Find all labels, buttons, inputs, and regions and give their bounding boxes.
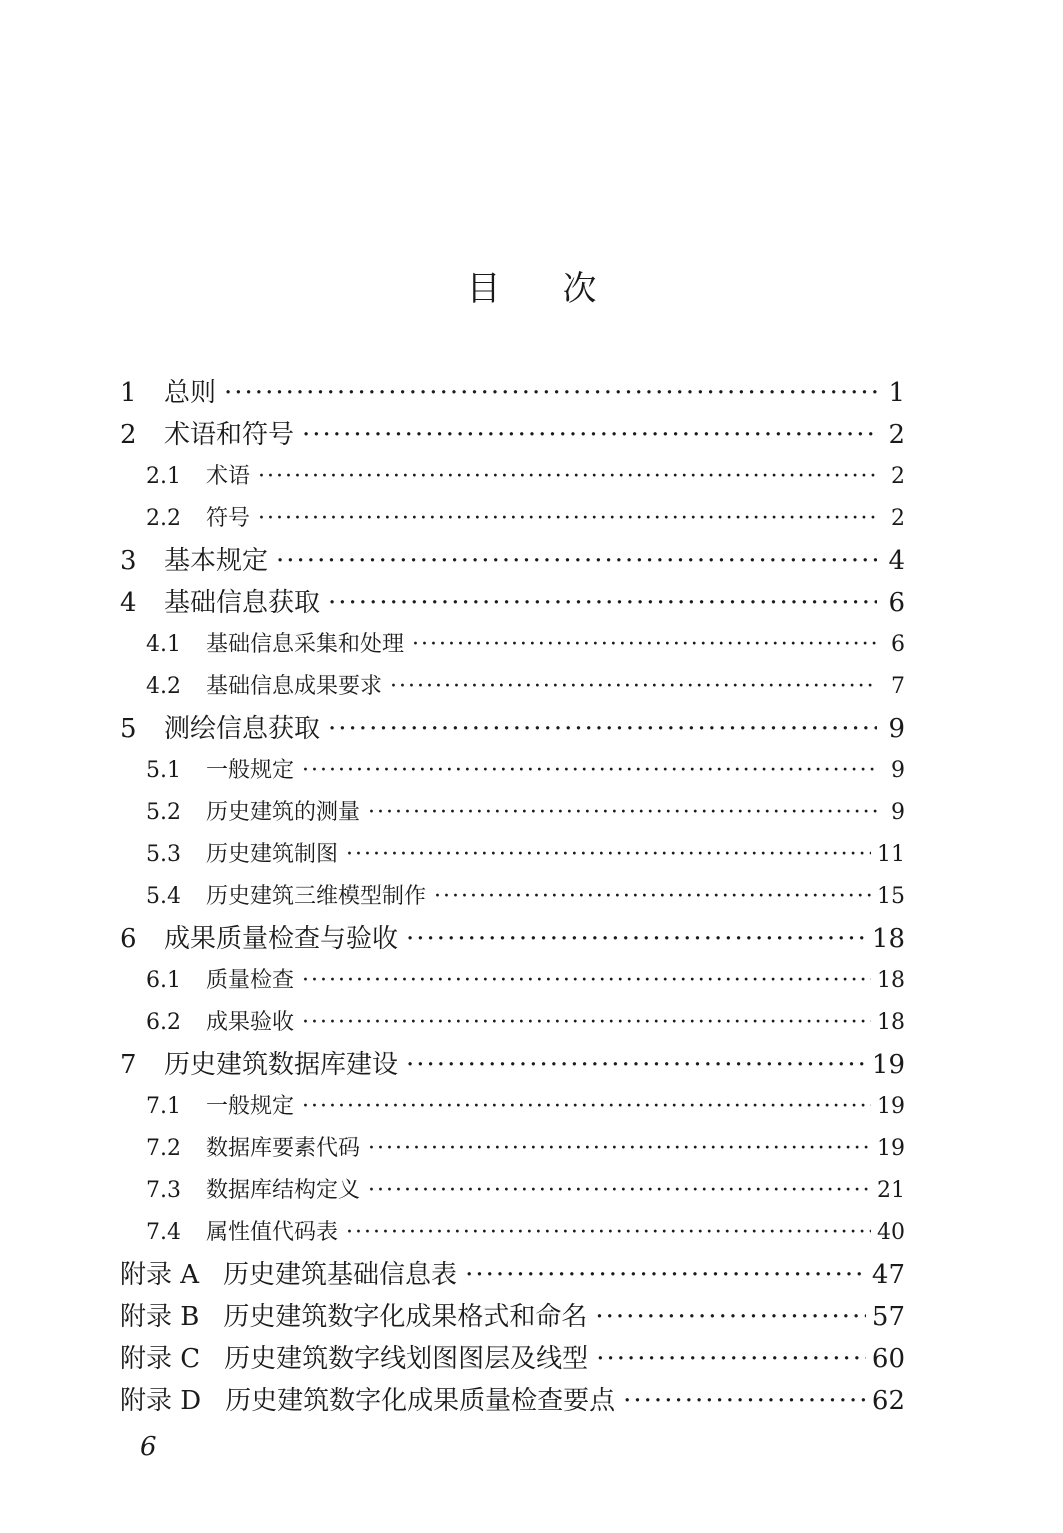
toc-entry-title: 一般规定 bbox=[206, 758, 295, 783]
toc-leader-dots bbox=[346, 1212, 871, 1254]
toc-entry-page: 6 bbox=[888, 588, 905, 618]
toc-entry-number: 7.2 bbox=[146, 1136, 181, 1161]
toc-entry[interactable] bbox=[120, 624, 905, 666]
toc-entry-page: 60 bbox=[871, 1344, 905, 1374]
toc-entry[interactable] bbox=[120, 1380, 905, 1422]
toc-leader-dots bbox=[623, 1380, 866, 1422]
toc-entry-number: 4.1 bbox=[146, 632, 181, 657]
toc-leader-dots bbox=[224, 372, 877, 414]
toc-leader-dots bbox=[302, 1002, 871, 1044]
toc-entry-title: 数据库结构定义 bbox=[206, 1178, 361, 1203]
toc-entry-title: 历史建筑三维模型制作 bbox=[206, 884, 427, 909]
toc-entry-number: 5.4 bbox=[146, 884, 181, 909]
toc-entry-page: 18 bbox=[877, 968, 905, 993]
toc-entry-page: 47 bbox=[871, 1260, 905, 1290]
toc-entry[interactable] bbox=[120, 960, 905, 1002]
toc-entry[interactable] bbox=[120, 1002, 905, 1044]
toc-entry-page: 2 bbox=[891, 506, 905, 531]
toc-entry-number: 7.4 bbox=[146, 1220, 181, 1245]
toc-entry-page: 7 bbox=[891, 674, 905, 699]
toc-entry-page: 11 bbox=[877, 842, 905, 867]
toc-entry-page: 21 bbox=[877, 1178, 905, 1203]
toc-entry[interactable] bbox=[120, 540, 905, 582]
page-title bbox=[0, 266, 1063, 312]
toc-leader-dots bbox=[346, 834, 871, 876]
toc-entry-title: 术语和符号 bbox=[164, 420, 295, 450]
toc-entry[interactable] bbox=[120, 1212, 905, 1254]
toc-entry-title: 历史建筑数字线划图图层及线型 bbox=[224, 1344, 589, 1374]
toc-entry[interactable] bbox=[120, 834, 905, 876]
table-of-contents bbox=[120, 372, 905, 1422]
toc-leader-dots bbox=[596, 1338, 866, 1380]
toc-entry-number: 3 bbox=[120, 546, 137, 576]
toc-entry[interactable] bbox=[120, 372, 905, 414]
toc-leader-dots bbox=[368, 1128, 871, 1170]
page-title-char-2: 次 bbox=[562, 269, 597, 309]
toc-entry-page: 19 bbox=[871, 1050, 905, 1080]
toc-entry-title: 基础信息采集和处理 bbox=[206, 632, 405, 657]
toc-entry-title: 历史建筑数字化成果质量检查要点 bbox=[225, 1386, 616, 1416]
toc-entry-page: 57 bbox=[871, 1302, 905, 1332]
toc-entry-page: 19 bbox=[877, 1136, 905, 1161]
page-number: 6 bbox=[140, 1432, 157, 1462]
toc-entry[interactable] bbox=[120, 1170, 905, 1212]
toc-leader-dots bbox=[368, 792, 877, 834]
toc-entry-title: 历史建筑数据库建设 bbox=[164, 1050, 399, 1080]
toc-entry-page: 19 bbox=[877, 1094, 905, 1119]
toc-entry[interactable] bbox=[120, 1128, 905, 1170]
toc-leader-dots bbox=[328, 582, 877, 624]
toc-entry-number: 4.2 bbox=[146, 674, 181, 699]
toc-entry-title: 成果质量检查与验收 bbox=[164, 924, 399, 954]
toc-entry-page: 1 bbox=[888, 378, 905, 408]
toc-entry[interactable] bbox=[120, 1044, 905, 1086]
toc-entry-page: 40 bbox=[877, 1220, 905, 1245]
toc-entry-number: 5 bbox=[120, 714, 137, 744]
toc-entry-title: 质量检查 bbox=[206, 968, 295, 993]
toc-entry-number: 7.1 bbox=[146, 1094, 181, 1119]
toc-leader-dots bbox=[328, 708, 877, 750]
toc-entry-number: 5.2 bbox=[146, 800, 181, 825]
toc-entry[interactable] bbox=[120, 1086, 905, 1128]
toc-entry-title: 基本规定 bbox=[164, 546, 269, 576]
toc-entry-number: 6 bbox=[120, 924, 137, 954]
toc-entry-page: 62 bbox=[871, 1386, 905, 1416]
toc-entry-number: 附录 D bbox=[120, 1386, 202, 1416]
toc-entry-title: 基础信息获取 bbox=[164, 588, 321, 618]
toc-entry-number: 2.1 bbox=[146, 464, 181, 489]
toc-leader-dots bbox=[465, 1254, 866, 1296]
toc-entry[interactable] bbox=[120, 666, 905, 708]
toc-entry-number: 2.2 bbox=[146, 506, 181, 531]
toc-entry-title: 术语 bbox=[206, 464, 251, 489]
toc-entry-title: 历史建筑制图 bbox=[206, 842, 339, 867]
toc-entry[interactable] bbox=[120, 1338, 905, 1380]
toc-entry[interactable] bbox=[120, 1254, 905, 1296]
toc-entry[interactable] bbox=[120, 456, 905, 498]
toc-leader-dots bbox=[276, 540, 877, 582]
toc-entry-page: 2 bbox=[891, 464, 905, 489]
toc-entry-title: 历史建筑基础信息表 bbox=[223, 1260, 458, 1290]
toc-entry-number: 7.3 bbox=[146, 1178, 181, 1203]
toc-entry-page: 9 bbox=[888, 714, 905, 744]
toc-entry-page: 15 bbox=[877, 884, 905, 909]
page-title-char-1: 目 bbox=[466, 269, 501, 309]
toc-entry[interactable] bbox=[120, 582, 905, 624]
toc-entry[interactable] bbox=[120, 708, 905, 750]
toc-entry-title: 一般规定 bbox=[206, 1094, 295, 1119]
toc-entry[interactable] bbox=[120, 792, 905, 834]
toc-entry-title: 历史建筑数字化成果格式和命名 bbox=[223, 1302, 588, 1332]
toc-entry[interactable] bbox=[120, 414, 905, 456]
toc-leader-dots bbox=[258, 498, 877, 540]
toc-leader-dots bbox=[412, 624, 877, 666]
toc-entry[interactable] bbox=[120, 876, 905, 918]
toc-entry-number: 7 bbox=[120, 1050, 137, 1080]
toc-entry[interactable] bbox=[120, 918, 905, 960]
toc-leader-dots bbox=[390, 666, 877, 708]
toc-entry[interactable] bbox=[120, 750, 905, 792]
toc-entry-title: 总则 bbox=[164, 378, 217, 408]
toc-entry-number: 2 bbox=[120, 420, 137, 450]
toc-entry[interactable] bbox=[120, 1296, 905, 1338]
toc-entry-number: 附录 C bbox=[120, 1344, 201, 1374]
toc-entry-page: 4 bbox=[888, 546, 905, 576]
toc-leader-dots bbox=[595, 1296, 866, 1338]
toc-entry-title: 数据库要素代码 bbox=[206, 1136, 361, 1161]
toc-entry[interactable] bbox=[120, 498, 905, 540]
toc-entry-page: 18 bbox=[877, 1010, 905, 1035]
toc-entry-number: 6.2 bbox=[146, 1010, 181, 1035]
toc-leader-dots bbox=[406, 1044, 866, 1086]
toc-entry-title: 历史建筑的测量 bbox=[206, 800, 361, 825]
toc-entry-number: 5.1 bbox=[146, 758, 181, 783]
toc-entry-number: 1 bbox=[120, 378, 137, 408]
toc-leader-dots bbox=[406, 918, 866, 960]
toc-entry-page: 9 bbox=[891, 800, 905, 825]
toc-leader-dots bbox=[434, 876, 871, 918]
toc-leader-dots bbox=[302, 750, 877, 792]
toc-entry-number: 附录 B bbox=[120, 1302, 200, 1332]
toc-leader-dots bbox=[258, 456, 877, 498]
toc-leader-dots bbox=[302, 1086, 871, 1128]
toc-entry-page: 18 bbox=[871, 924, 905, 954]
toc-entry-title: 测绘信息获取 bbox=[164, 714, 321, 744]
toc-entry-title: 属性值代码表 bbox=[206, 1220, 339, 1245]
toc-entry-title: 符号 bbox=[206, 506, 251, 531]
toc-entry-title: 基础信息成果要求 bbox=[206, 674, 383, 699]
toc-entry-number: 5.3 bbox=[146, 842, 181, 867]
toc-entry-title: 成果验收 bbox=[206, 1010, 295, 1035]
toc-entry-number: 6.1 bbox=[146, 968, 181, 993]
toc-leader-dots bbox=[302, 414, 877, 456]
toc-leader-dots bbox=[302, 960, 871, 1002]
toc-entry-page: 2 bbox=[888, 420, 905, 450]
toc-entry-page: 6 bbox=[891, 632, 905, 657]
toc-entry-page: 9 bbox=[891, 758, 905, 783]
toc-entry-number: 附录 A bbox=[120, 1260, 200, 1290]
toc-leader-dots bbox=[368, 1170, 871, 1212]
toc-entry-number: 4 bbox=[120, 588, 137, 618]
